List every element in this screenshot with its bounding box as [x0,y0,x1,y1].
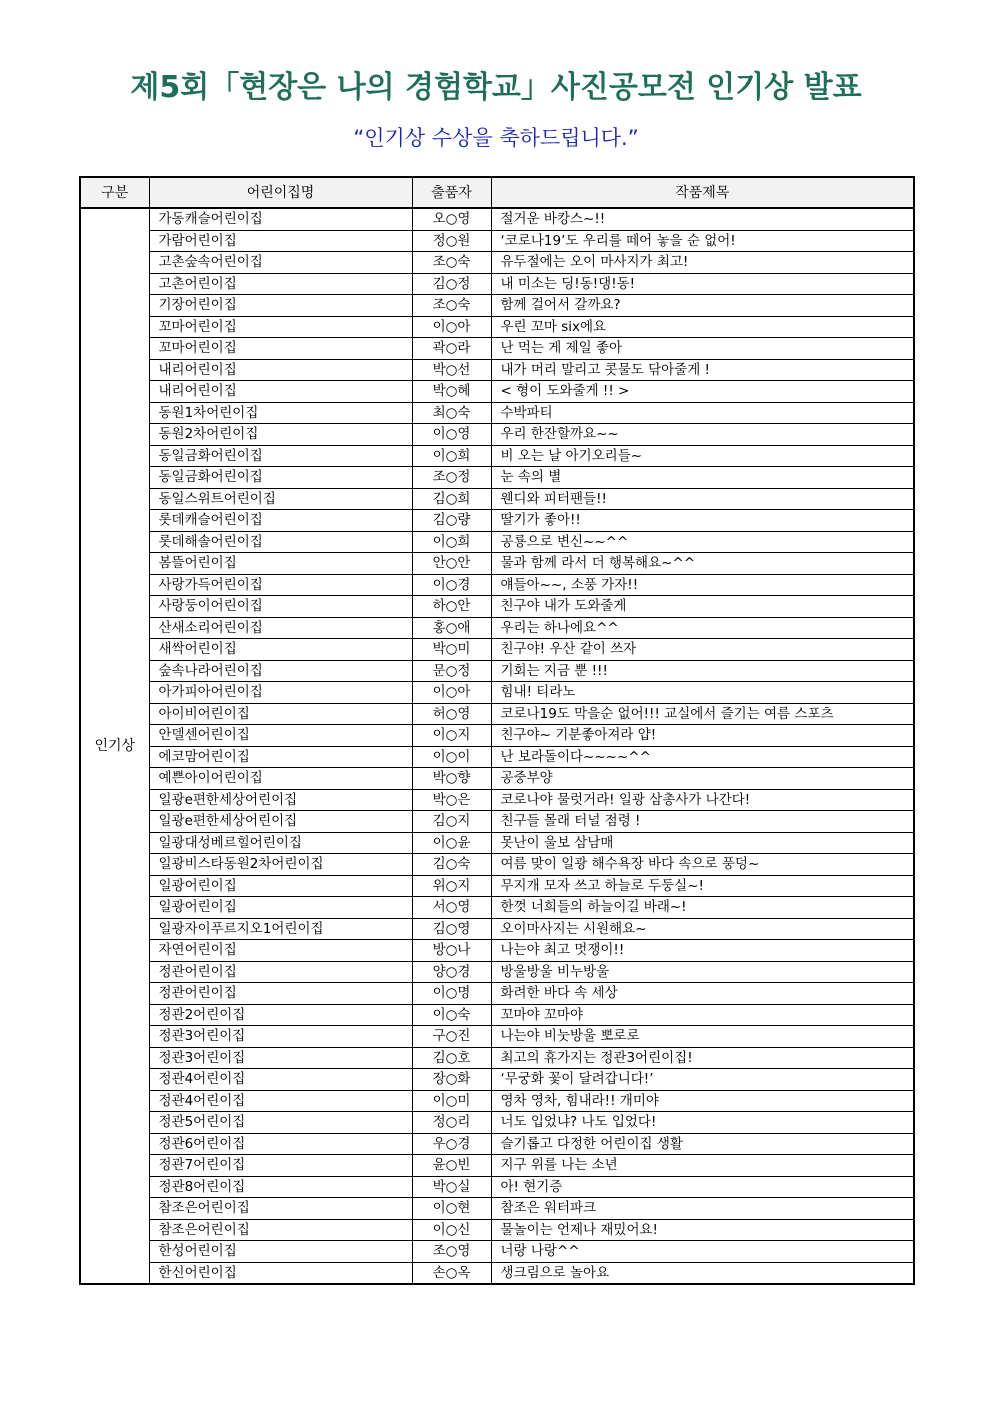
daycare-name-cell: 정관4어린이집 [149,1090,412,1112]
daycare-name-cell: 동원1차어린이집 [149,402,412,424]
work-title-cell: 코로나야 물럿거라! 일광 삼총사가 나간다! [491,789,914,811]
daycare-name-cell: 일광e편한세상어린이집 [149,789,412,811]
entrant-cell: 조○영 [412,1241,491,1263]
work-title-cell: 너도 입었냐? 나도 입었다! [491,1112,914,1134]
work-title-cell: 참조은 워터파크 [491,1198,914,1220]
table-row [80,424,914,446]
table-header-row [80,177,914,208]
daycare-name-cell: 아이비어린이집 [149,703,412,725]
daycare-name-cell: 한성어린이집 [149,1241,412,1263]
table-row [80,875,914,897]
table-row [80,617,914,639]
daycare-name-cell: 사랑둥이어린이집 [149,596,412,618]
column-header-work-title: 작품제목 [491,177,914,208]
entrant-cell: 허○영 [412,703,491,725]
daycare-name-cell: 롯데해솔어린이집 [149,531,412,553]
entrant-cell: 이○희 [412,531,491,553]
table-row [80,703,914,725]
table-row [80,940,914,962]
entrant-cell: 조○숙 [412,295,491,317]
table-row [80,854,914,876]
entrant-cell: 정○원 [412,230,491,252]
winners-table [79,176,915,1285]
table-row [80,1112,914,1134]
work-title-cell: 수박파티 [491,402,914,424]
table-row [80,789,914,811]
entrant-cell: 김○호 [412,1047,491,1069]
daycare-name-cell: 참조은어린이집 [149,1198,412,1220]
work-title-cell: 너랑 나랑^^ [491,1241,914,1263]
entrant-cell: 박○미 [412,639,491,661]
daycare-name-cell: 숲속나라어린이집 [149,660,412,682]
table-row [80,983,914,1005]
table-row [80,832,914,854]
table-row [80,574,914,596]
entrant-cell: 이○윤 [412,832,491,854]
entrant-cell: 곽○라 [412,338,491,360]
table-row [80,1133,914,1155]
entrant-cell: 이○미 [412,1090,491,1112]
work-title-cell: < 형이 도와줄게 !! > [491,381,914,403]
work-title-cell: 딸기가 좋아!! [491,510,914,532]
entrant-cell: 박○실 [412,1176,491,1198]
work-title-cell: 우린 꼬마 six에요 [491,316,914,338]
work-title-cell: 꼬마야 꼬마야 [491,1004,914,1026]
entrant-cell: 이○아 [412,316,491,338]
daycare-name-cell: 아가피아어린이집 [149,682,412,704]
daycare-name-cell: 가람어린이집 [149,230,412,252]
entrant-cell: 하○안 [412,596,491,618]
table-row [80,316,914,338]
daycare-name-cell: 정관7어린이집 [149,1155,412,1177]
work-title-cell: 절거운 바캉스~!! [491,208,914,230]
table-body [80,208,914,1284]
table-row [80,1004,914,1026]
table-row [80,1198,914,1220]
daycare-name-cell: 새싹어린이집 [149,639,412,661]
work-title-cell: 나는야 비눗방울 뽀로로 [491,1026,914,1048]
entrant-cell: 서○영 [412,897,491,919]
table-row [80,488,914,510]
entrant-cell: 정○리 [412,1112,491,1134]
work-title-cell: 물과 함께 라서 더 행복해요~^^ [491,553,914,575]
work-title-cell: 친구들 몰래 터널 점령 ! [491,811,914,833]
table-row [80,553,914,575]
entrant-cell: 홍○애 [412,617,491,639]
entrant-cell: 이○이 [412,746,491,768]
table-row [80,768,914,790]
entrant-cell: 우○경 [412,1133,491,1155]
daycare-name-cell: 정관어린이집 [149,983,412,1005]
table-row [80,660,914,682]
table-row [80,1047,914,1069]
table-row [80,682,914,704]
entrant-cell: 이○아 [412,682,491,704]
table-row [80,1219,914,1241]
entrant-cell: 박○선 [412,359,491,381]
table-row [80,338,914,360]
daycare-name-cell: 기장어린이집 [149,295,412,317]
work-title-cell: 난 보라돌이다~~~~^^ [491,746,914,768]
daycare-name-cell: 정관8어린이집 [149,1176,412,1198]
table-row [80,445,914,467]
entrant-cell: 이○신 [412,1219,491,1241]
table-row [80,639,914,661]
table-row [80,1069,914,1091]
table-row [80,725,914,747]
daycare-name-cell: 일광대성베르힐어린이집 [149,832,412,854]
daycare-name-cell: 예쁜아이어린이집 [149,768,412,790]
entrant-cell: 김○희 [412,488,491,510]
table-row [80,1026,914,1048]
work-title-cell: 친구야! 우산 같이 쓰자 [491,639,914,661]
work-title-cell: 방울방울 비누방울 [491,961,914,983]
work-title-cell: 화려한 바다 속 세상 [491,983,914,1005]
table-row [80,510,914,532]
work-title-cell: 생크림으로 놀아요 [491,1262,914,1284]
entrant-cell: 오○영 [412,208,491,230]
entrant-cell: 김○량 [412,510,491,532]
daycare-name-cell: 정관3어린이집 [149,1047,412,1069]
table-row [80,531,914,553]
daycare-name-cell: 정관3어린이집 [149,1026,412,1048]
entrant-cell: 문○정 [412,660,491,682]
daycare-name-cell: 사랑가득어린이집 [149,574,412,596]
work-title-cell: 한껏 너희들의 하늘이길 바래~! [491,897,914,919]
table-row [80,596,914,618]
column-header-daycare: 어린이집명 [149,177,412,208]
daycare-name-cell: 내리어린이집 [149,381,412,403]
table-row [80,273,914,295]
entrant-cell: 박○은 [412,789,491,811]
entrant-cell: 김○숙 [412,854,491,876]
daycare-name-cell: 고촌숲속어린이집 [149,252,412,274]
work-title-cell: 눈 속의 별 [491,467,914,489]
daycare-name-cell: 정관어린이집 [149,961,412,983]
table-row [80,230,914,252]
table-row [80,897,914,919]
work-title-cell: 비 오는 날 아기오리들~ [491,445,914,467]
work-title-cell: 우리 한잔할까요~~ [491,424,914,446]
work-title-cell: 영차 영차, 힘내라!! 개미야 [491,1090,914,1112]
work-title-cell: 내 미소는 딩!동!댕!동! [491,273,914,295]
work-title-cell: 여름 맞이 일광 해수욕장 바다 속으로 풍덩~ [491,854,914,876]
table-row [80,208,914,230]
entrant-cell: 이○지 [412,725,491,747]
entrant-cell: 박○향 [412,768,491,790]
entrant-cell: 윤○빈 [412,1155,491,1177]
table-row [80,295,914,317]
daycare-name-cell: 동원2차어린이집 [149,424,412,446]
work-title-cell: 내가 머리 말리고 콧물도 닦아줄게 ! [491,359,914,381]
table-row [80,1241,914,1263]
table-row [80,359,914,381]
work-title-cell: 기회는 지금 뿐 !!! [491,660,914,682]
daycare-name-cell: 산새소리어린이집 [149,617,412,639]
entrant-cell: 구○진 [412,1026,491,1048]
work-title-cell: 물놀이는 언제나 재밌어요! [491,1219,914,1241]
daycare-name-cell: 참조은어린이집 [149,1219,412,1241]
daycare-name-cell: 봄뜰어린이집 [149,553,412,575]
table-row [80,918,914,940]
work-title-cell: 친구야 내가 도와줄게 [491,596,914,618]
entrant-cell: 안○안 [412,553,491,575]
column-header-entrant: 출품자 [412,177,491,208]
daycare-name-cell: 동일스위트어린이집 [149,488,412,510]
page-subtitle: “인기상 수상을 축하드립니다.” [353,126,639,150]
table-row [80,381,914,403]
daycare-name-cell: 일광어린이집 [149,897,412,919]
daycare-name-cell: 내리어린이집 [149,359,412,381]
work-title-cell: 유두절에는 오이 마사지가 최고! [491,252,914,274]
entrant-cell: 이○희 [412,445,491,467]
daycare-name-cell: 자연어린이집 [149,940,412,962]
work-title-cell: 슬기롭고 다정한 어린이집 생활 [491,1133,914,1155]
daycare-name-cell: 에코맘어린이집 [149,746,412,768]
entrant-cell: 김○영 [412,918,491,940]
entrant-cell: 이○명 [412,983,491,1005]
table-row [80,1176,914,1198]
work-title-cell: 코로나19도 막을순 없어!!! 교실에서 즐기는 여름 스포츠 [491,703,914,725]
entrant-cell: 조○정 [412,467,491,489]
work-title-cell: ‘무궁화 꽃이 달려갑니다!’ [491,1069,914,1091]
entrant-cell: 손○옥 [412,1262,491,1284]
daycare-name-cell: 정관6어린이집 [149,1133,412,1155]
work-title-cell: 공룡으로 변신~~^^ [491,531,914,553]
work-title-cell: 웬디와 피터팬들!! [491,488,914,510]
page-title: 제5회「현장은 나의 경험학교」사진공모전 인기상 발표 [130,70,862,105]
daycare-name-cell: 정관5어린이집 [149,1112,412,1134]
table-row [80,252,914,274]
daycare-name-cell: 가동캐슬어린이집 [149,208,412,230]
table-row [80,402,914,424]
daycare-name-cell: 한신어린이집 [149,1262,412,1284]
work-title-cell: 힘내! 티라노 [491,682,914,704]
entrant-cell: 이○현 [412,1198,491,1220]
daycare-name-cell: 정관4어린이집 [149,1069,412,1091]
work-title-cell: 무지개 모자 쓰고 하늘로 두둥실~! [491,875,914,897]
work-title-cell: 친구야~ 기분좋아져라 얍! [491,725,914,747]
entrant-cell: 이○경 [412,574,491,596]
entrant-cell: 박○혜 [412,381,491,403]
work-title-cell: 최고의 휴가지는 정관3어린이집! [491,1047,914,1069]
work-title-cell: 얘들아~~, 소풍 가자!! [491,574,914,596]
category-cell: 인기상 [80,208,149,1284]
work-title-cell: 못난이 울보 삼남매 [491,832,914,854]
daycare-name-cell: 롯데캐슬어린이집 [149,510,412,532]
column-header-category: 구분 [80,177,149,208]
work-title-cell: 나는야 최고 멋쟁이!! [491,940,914,962]
work-title-cell: 아! 현기증 [491,1176,914,1198]
table-row [80,1090,914,1112]
table-row [80,811,914,833]
daycare-name-cell: 일광비스타동원2차어린이집 [149,854,412,876]
table-row [80,467,914,489]
entrant-cell: 양○경 [412,961,491,983]
daycare-name-cell: 안델센어린이집 [149,725,412,747]
entrant-cell: 위○지 [412,875,491,897]
entrant-cell: 최○숙 [412,402,491,424]
daycare-name-cell: 꼬마어린이집 [149,316,412,338]
work-title-cell: 오이마사지는 시원해요~ [491,918,914,940]
work-title-cell: 함께 걸어서 갈까요? [491,295,914,317]
table-row [80,746,914,768]
entrant-cell: 김○지 [412,811,491,833]
daycare-name-cell: 동일금화어린이집 [149,445,412,467]
table-row [80,961,914,983]
work-title-cell: 공중부양 [491,768,914,790]
daycare-name-cell: 정관2어린이집 [149,1004,412,1026]
table-row [80,1262,914,1284]
work-title-cell: 지구 위를 나는 소년 [491,1155,914,1177]
work-title-cell: ‘코로나19’도 우리를 떼어 놓을 순 없어! [491,230,914,252]
table-row [80,1155,914,1177]
entrant-cell: 이○숙 [412,1004,491,1026]
entrant-cell: 장○화 [412,1069,491,1091]
entrant-cell: 김○정 [412,273,491,295]
daycare-name-cell: 일광어린이집 [149,875,412,897]
work-title-cell: 우리는 하나에요^^ [491,617,914,639]
daycare-name-cell: 일광e편한세상어린이집 [149,811,412,833]
daycare-name-cell: 동일금화어린이집 [149,467,412,489]
entrant-cell: 조○숙 [412,252,491,274]
work-title-cell: 난 먹는 게 제일 좋아 [491,338,914,360]
daycare-name-cell: 일광자이푸르지오1어린이집 [149,918,412,940]
entrant-cell: 이○영 [412,424,491,446]
daycare-name-cell: 꼬마어린이집 [149,338,412,360]
daycare-name-cell: 고촌어린이집 [149,273,412,295]
entrant-cell: 방○나 [412,940,491,962]
